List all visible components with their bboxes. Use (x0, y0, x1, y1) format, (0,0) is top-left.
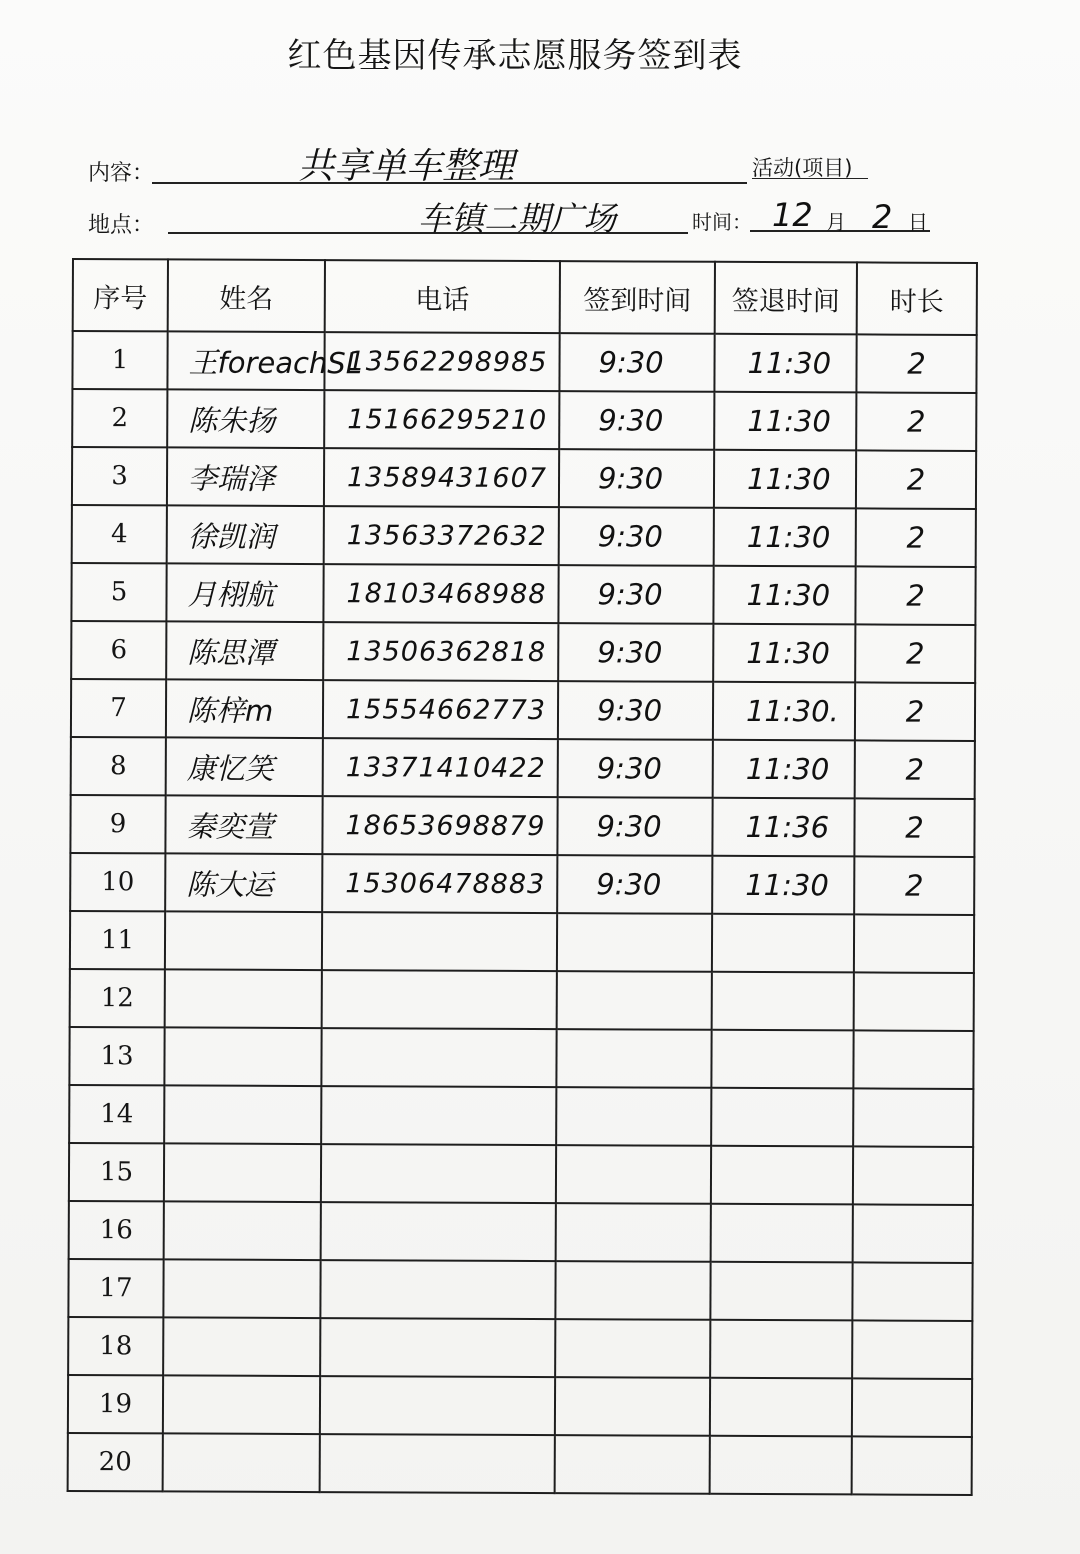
row-checkout-cell (710, 1262, 852, 1321)
row-name-cell (164, 1143, 321, 1202)
row-checkout-cell (711, 1088, 853, 1147)
row-duration-cell: 2 (856, 334, 976, 393)
table-row (71, 679, 975, 741)
row-phone-cell: 13589431607 (324, 448, 559, 507)
location-value: 车镇二期广场 (418, 199, 616, 238)
row-name-cell (163, 1375, 320, 1434)
row-name-cell (165, 911, 322, 970)
row-seq-cell: 13 (69, 1027, 164, 1085)
header-checkout: 签退时间 (715, 262, 857, 335)
row-name-cell: 陈梓m (166, 679, 323, 738)
row-checkout-cell: 11:30 (713, 566, 855, 625)
table-row (70, 795, 974, 857)
row-seq-cell: 7 (71, 679, 166, 737)
row-checkin-cell (556, 1029, 711, 1088)
row-duration-cell (853, 1030, 973, 1089)
row-duration-cell (852, 1378, 972, 1437)
row-checkout-cell: 11:30. (713, 682, 855, 741)
row-checkin-cell: 9:30 (558, 681, 713, 740)
row-seq-cell: 10 (70, 853, 165, 911)
table-row (72, 447, 976, 509)
table-row (69, 1143, 973, 1205)
row-phone-cell: 18103468988 (323, 564, 558, 623)
row-duration-cell: 2 (856, 450, 976, 509)
content-label: 内容： (88, 161, 155, 186)
signin-table (67, 258, 978, 1496)
row-duration-cell: 2 (855, 740, 975, 799)
row-seq-cell: 11 (70, 911, 165, 969)
row-checkin-cell (557, 971, 712, 1030)
row-seq-cell: 4 (72, 505, 167, 563)
table-row (70, 969, 974, 1031)
row-name-cell (163, 1259, 320, 1318)
row-checkout-cell (710, 1320, 852, 1379)
row-phone-cell: 13371410422 (323, 738, 558, 797)
row-checkin-cell: 9:30 (559, 449, 714, 508)
row-name-cell (164, 1201, 321, 1260)
table-row (71, 563, 975, 625)
row-checkin-cell (556, 1087, 711, 1146)
row-duration-cell (852, 1320, 972, 1379)
header-duration: 时长 (857, 262, 977, 335)
row-duration-cell: 2 (856, 508, 976, 567)
row-phone-cell: 18653698879 (322, 796, 557, 855)
row-duration-cell (853, 1146, 973, 1205)
row-name-cell: 秦奕萱 (165, 795, 322, 854)
row-checkin-cell: 9:30 (558, 623, 713, 682)
row-checkout-cell: 11:30 (712, 856, 854, 915)
row-phone-cell (320, 1318, 555, 1377)
row-checkin-cell (555, 1261, 710, 1320)
header-name: 姓名 (168, 259, 325, 332)
table-row (68, 1317, 972, 1379)
row-duration-cell: 2 (855, 624, 975, 683)
row-duration-cell (852, 1262, 972, 1321)
row-duration-cell (854, 914, 974, 973)
table-row (72, 331, 976, 393)
table-row (72, 389, 976, 451)
row-phone-cell: 15554662773 (323, 680, 558, 739)
row-checkin-cell (557, 913, 712, 972)
row-duration-cell: 2 (854, 798, 974, 857)
row-name-cell (163, 1433, 320, 1492)
content-value: 共享单车整理 (298, 146, 515, 187)
row-seq-cell: 2 (72, 389, 167, 447)
row-checkin-cell: 9:30 (559, 507, 714, 566)
header-checkin: 签到时间 (560, 261, 715, 334)
row-name-cell: 徐凯润 (167, 505, 324, 564)
row-name-cell: 陈朱扬 (167, 389, 324, 448)
row-checkin-cell: 9:30 (558, 739, 713, 798)
row-checkout-cell: 11:30 (714, 508, 856, 567)
row-checkout-cell (712, 914, 854, 973)
row-duration-cell (852, 1436, 972, 1495)
row-phone-cell (321, 1028, 556, 1087)
time-month: 12 (772, 196, 813, 234)
time-label: 时间： (692, 210, 752, 234)
row-checkin-cell (555, 1377, 710, 1436)
row-phone-cell (320, 1434, 555, 1493)
row-duration-cell (853, 1204, 973, 1263)
table-row (68, 1375, 972, 1437)
table-row (68, 1259, 972, 1321)
row-seq-cell: 1 (72, 331, 167, 389)
row-duration-cell (854, 972, 974, 1031)
row-phone-cell: 13506362818 (323, 622, 558, 681)
row-checkout-cell: 11:30 (713, 624, 855, 683)
row-checkout-cell (711, 1030, 853, 1089)
row-name-cell: 康忆笑 (166, 737, 323, 796)
row-name-cell (164, 1027, 321, 1086)
row-seq-cell: 18 (68, 1317, 163, 1375)
time-day: 2 (872, 198, 893, 236)
row-name-cell: 月栩航 (166, 563, 323, 622)
row-phone-cell (322, 970, 557, 1029)
row-duration-cell (853, 1088, 973, 1147)
row-checkout-cell: 11:36 (712, 798, 854, 857)
row-phone-cell: 13563372632 (324, 506, 559, 565)
row-seq-cell: 19 (68, 1375, 163, 1433)
row-seq-cell: 16 (69, 1201, 164, 1259)
row-phone-cell (320, 1260, 555, 1319)
row-name-cell (163, 1317, 320, 1376)
row-seq-cell: 14 (69, 1085, 164, 1143)
row-phone-cell (320, 1376, 555, 1435)
row-name-cell (164, 1085, 321, 1144)
row-checkout-cell: 11:30 (713, 740, 855, 799)
row-checkin-cell: 9:30 (558, 565, 713, 624)
content-suffix-underline (752, 178, 868, 179)
day-unit: 日 (908, 210, 928, 234)
row-duration-cell: 2 (854, 856, 974, 915)
row-phone-cell (321, 1202, 556, 1261)
table-row (71, 621, 975, 683)
row-checkin-cell (556, 1145, 711, 1204)
row-checkin-cell (555, 1319, 710, 1378)
table-header-row (73, 259, 977, 335)
row-checkin-cell (555, 1435, 710, 1494)
header-seq: 序号 (73, 259, 168, 331)
row-name-cell: 李瑞泽 (167, 447, 324, 506)
row-checkin-cell: 9:30 (559, 333, 714, 392)
row-seq-cell: 3 (72, 447, 167, 505)
row-phone-cell: 15166295210 (324, 390, 559, 449)
row-checkout-cell: 11:30 (714, 392, 856, 451)
row-seq-cell: 6 (71, 621, 166, 679)
row-duration-cell: 2 (855, 682, 975, 741)
table-row (69, 1085, 973, 1147)
month-unit: 月 (826, 210, 846, 234)
row-phone-cell (321, 1144, 556, 1203)
row-phone-cell (322, 912, 557, 971)
row-seq-cell: 9 (70, 795, 165, 853)
content-suffix: 活动(项目) (752, 156, 853, 180)
table-row (70, 853, 974, 915)
location-label: 地点： (88, 213, 155, 238)
table-row (71, 737, 975, 799)
row-checkin-cell (556, 1203, 711, 1262)
row-checkout-cell (711, 1146, 853, 1205)
form-title: 红色基因传承志愿服务签到表 (287, 36, 743, 76)
row-checkin-cell: 9:30 (559, 391, 714, 450)
signin-table-wrap (67, 258, 976, 1488)
row-checkin-cell: 9:30 (557, 797, 712, 856)
table-body (68, 331, 977, 1495)
table-row (69, 1201, 973, 1263)
row-seq-cell: 5 (71, 563, 166, 621)
header-phone: 电话 (325, 260, 560, 333)
row-seq-cell: 17 (68, 1259, 163, 1317)
row-seq-cell: 8 (71, 737, 166, 795)
table-row (68, 1433, 972, 1495)
row-duration-cell: 2 (856, 392, 976, 451)
row-checkout-cell: 11:30 (714, 450, 856, 509)
row-checkout-cell: 11:30 (714, 334, 856, 393)
table-row (72, 505, 976, 567)
row-checkin-cell: 9:30 (557, 855, 712, 914)
table-row (70, 911, 974, 973)
row-phone-cell: 13562298985 (324, 332, 559, 391)
row-phone-cell (321, 1086, 556, 1145)
row-checkout-cell (710, 1378, 852, 1437)
row-checkout-cell (711, 1204, 853, 1263)
row-checkout-cell (712, 972, 854, 1031)
row-name-cell: 陈大运 (165, 853, 322, 912)
table-row (69, 1027, 973, 1089)
row-checkout-cell (710, 1436, 852, 1495)
row-seq-cell: 15 (69, 1143, 164, 1201)
row-name-cell (165, 969, 322, 1028)
row-name-cell: 王foreachSL (167, 331, 324, 390)
row-phone-cell: 15306478883 (322, 854, 557, 913)
row-seq-cell: 12 (70, 969, 165, 1027)
row-duration-cell: 2 (855, 566, 975, 625)
row-seq-cell: 20 (68, 1433, 163, 1491)
row-name-cell: 陈思潭 (166, 621, 323, 680)
